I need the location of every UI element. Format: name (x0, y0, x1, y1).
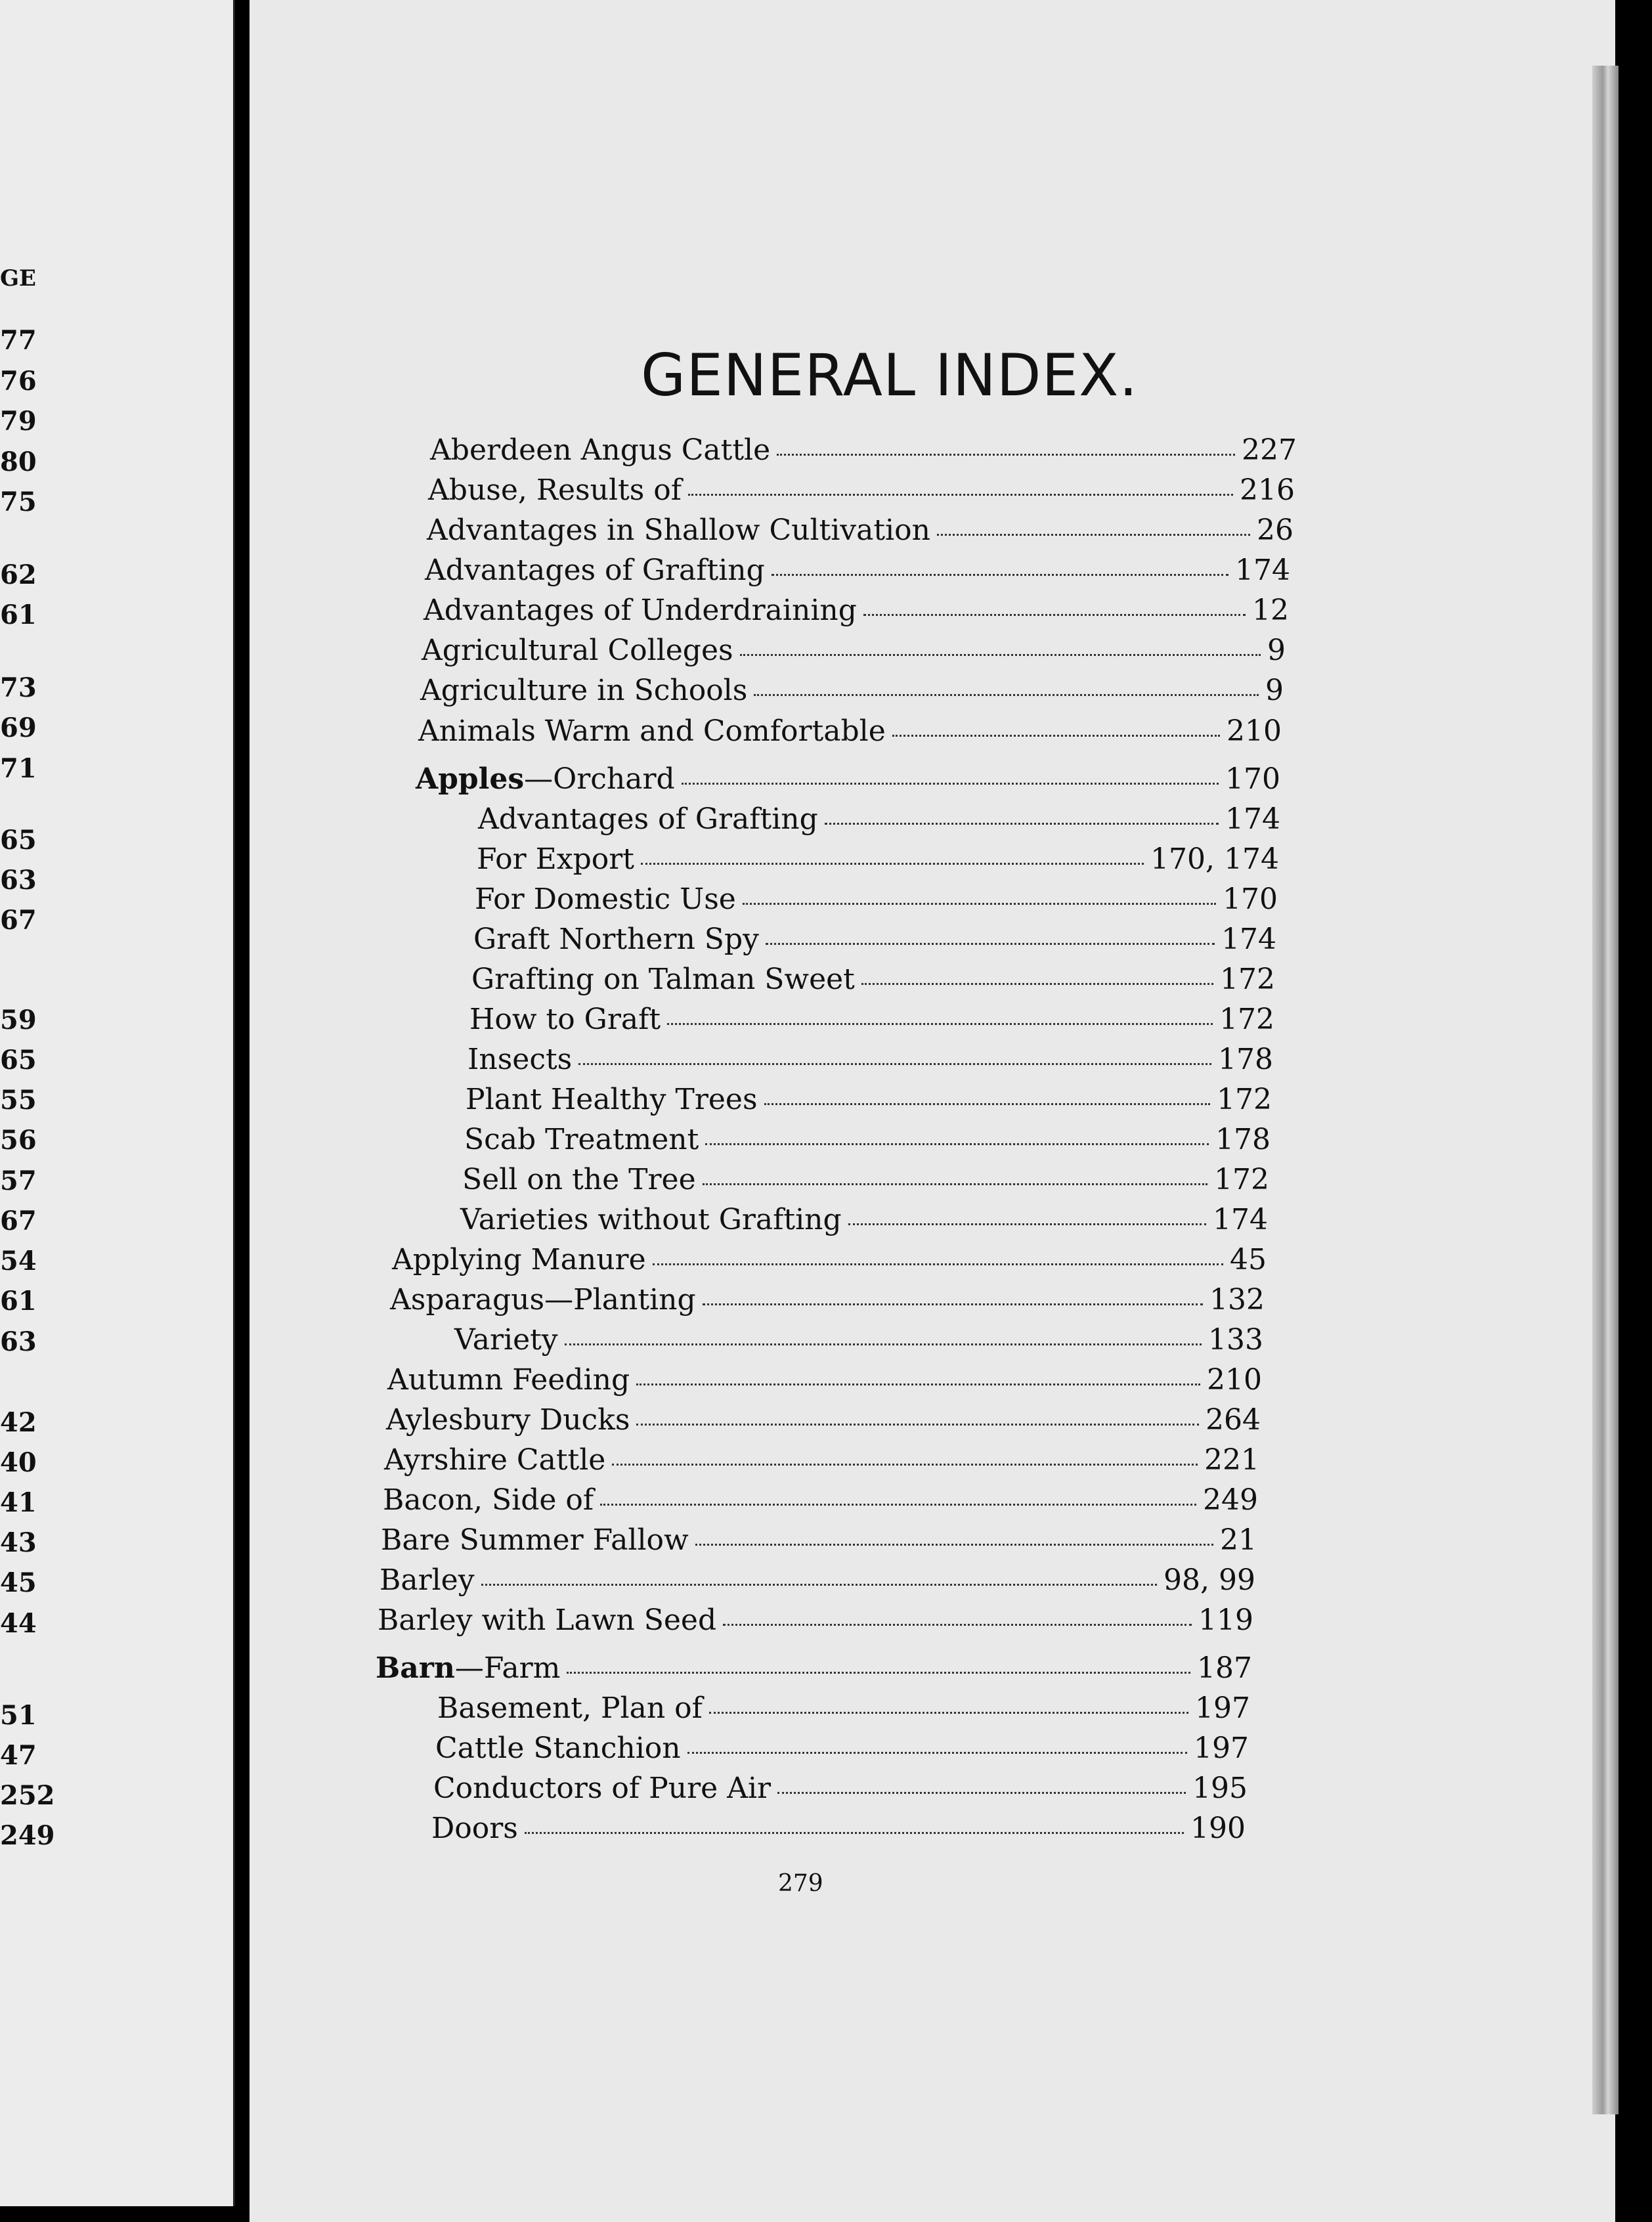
page-title: GENERAL INDEX. (641, 341, 1139, 409)
left-page-header: GE (0, 265, 36, 292)
index-entry (469, 1003, 1274, 1039)
dot-leader (772, 574, 1228, 576)
left-page-number: 249 (0, 1820, 55, 1851)
page-number: 279 (778, 1870, 823, 1897)
entry-heading: Apples (416, 762, 525, 796)
dot-leader (709, 1712, 1188, 1714)
entry-page: 98, 99 (1163, 1563, 1255, 1597)
left-page-number: 42 (0, 1407, 37, 1438)
left-page-number: 63 (0, 865, 37, 896)
index-entry (383, 1483, 1258, 1520)
entry-page: 216 (1240, 473, 1295, 507)
dot-leader (653, 1263, 1223, 1265)
entry-label: Agriculture in Schools (420, 674, 748, 707)
left-page-number: 69 (0, 712, 37, 743)
index-entry (416, 762, 1280, 799)
dot-leader (525, 1832, 1184, 1834)
index-entry (430, 433, 1297, 470)
dot-leader (481, 1584, 1157, 1586)
entry-label: Basement, Plan of (437, 1691, 703, 1725)
index-entry (478, 802, 1280, 839)
left-page-number: 43 (0, 1527, 37, 1558)
left-page-number: 71 (0, 753, 37, 784)
index-entry (381, 1523, 1257, 1560)
left-page-number: 80 (0, 447, 37, 477)
index-entry (428, 473, 1295, 510)
index-entry (424, 594, 1289, 630)
index-entry (464, 1123, 1271, 1160)
entry-label: Abuse, Results of (428, 473, 682, 507)
entry-label (416, 762, 675, 796)
entry-label: Asparagus—Planting (390, 1283, 696, 1317)
index-entry (392, 1243, 1267, 1280)
left-page-number: 61 (0, 599, 37, 630)
dot-leader (937, 534, 1250, 536)
dot-leader (600, 1504, 1196, 1506)
index-entry (427, 513, 1293, 550)
entry-page: 174 (1221, 923, 1276, 956)
entry-label: Varieties without Grafting (460, 1203, 842, 1236)
entry-label: Barley with Lawn Seed (378, 1603, 717, 1637)
left-page-number: 57 (0, 1165, 37, 1196)
dot-leader (777, 454, 1235, 456)
index-entry (473, 923, 1276, 959)
entry-label: Animals Warm and Comfortable (418, 714, 886, 748)
index-entry (386, 1403, 1261, 1440)
index-entry (462, 1163, 1269, 1200)
dot-leader (863, 614, 1246, 616)
entry-page: 187 (1197, 1651, 1252, 1685)
index-entry (454, 1323, 1263, 1360)
entry-page: 221 (1204, 1443, 1259, 1477)
entry-page: 174 (1225, 802, 1280, 836)
entry-label: Variety (454, 1323, 558, 1357)
entry-label: Advantages of Grafting (478, 802, 818, 836)
dot-leader (723, 1624, 1192, 1626)
dot-leader (892, 735, 1220, 737)
dot-leader (578, 1063, 1211, 1065)
entry-label: Plant Healthy Trees (466, 1083, 758, 1116)
left-page-number: 79 (0, 406, 37, 437)
dot-leader (861, 983, 1213, 985)
left-page-number: 62 (0, 559, 37, 590)
left-page-number: 61 (0, 1286, 37, 1317)
dot-leader (764, 1103, 1210, 1105)
entry-page: 172 (1217, 1083, 1272, 1116)
entry-page: 249 (1203, 1483, 1258, 1517)
entry-page: 178 (1218, 1043, 1273, 1076)
dot-leader (636, 1424, 1199, 1426)
entry-label: Bacon, Side of (383, 1483, 594, 1517)
dot-leader (567, 1672, 1190, 1674)
index-entry (387, 1363, 1262, 1400)
entry-page: 170, 174 (1150, 842, 1279, 876)
index-entry (390, 1283, 1265, 1320)
entry-subheading: —Farm (454, 1651, 561, 1685)
entry-label: For Domestic Use (475, 882, 736, 916)
index-entry (420, 674, 1284, 710)
entry-label (376, 1651, 560, 1685)
entry-page: 174 (1235, 554, 1290, 587)
entry-page: 174 (1213, 1203, 1268, 1236)
dot-leader (740, 654, 1261, 656)
entry-label: Advantages of Grafting (425, 554, 765, 587)
index-entry (422, 634, 1286, 670)
left-page-number: 45 (0, 1567, 37, 1598)
entry-label: Aylesbury Ducks (386, 1403, 630, 1437)
index-entry (384, 1443, 1259, 1480)
index-entry (431, 1812, 1246, 1848)
left-page-number: 47 (0, 1740, 37, 1771)
entry-page: 227 (1242, 433, 1297, 467)
entry-label: Conductors of Pure Air (433, 1772, 772, 1805)
index-entry (425, 554, 1290, 590)
dot-leader (565, 1343, 1202, 1345)
left-page-number: 55 (0, 1085, 37, 1116)
entry-page: 210 (1207, 1363, 1262, 1397)
dot-leader (848, 1223, 1206, 1225)
entry-page: 26 (1257, 513, 1293, 547)
left-page-number: 75 (0, 487, 37, 517)
left-page-number: 41 (0, 1487, 37, 1518)
index-entry (467, 1043, 1273, 1079)
entry-page: 210 (1227, 714, 1282, 748)
left-page-number: 65 (0, 825, 37, 856)
dot-leader (766, 943, 1215, 945)
dot-leader (612, 1464, 1198, 1466)
entry-label: Advantages in Shallow Cultivation (427, 513, 930, 547)
index-entry (475, 882, 1278, 919)
dot-leader (703, 1183, 1207, 1185)
index-entry (471, 963, 1275, 999)
left-page-number: 54 (0, 1246, 37, 1276)
left-page-number: 252 (0, 1780, 55, 1811)
dot-leader (687, 1752, 1187, 1754)
index-entry (376, 1651, 1252, 1688)
entry-page: 12 (1252, 594, 1289, 627)
entry-label: Autumn Feeding (387, 1363, 630, 1397)
entry-label: Doors (431, 1812, 518, 1845)
index-entry (433, 1772, 1248, 1808)
dot-leader (682, 783, 1219, 785)
entry-page: 195 (1192, 1772, 1248, 1805)
entry-label: Grafting on Talman Sweet (471, 963, 855, 996)
left-page-number: 44 (0, 1608, 37, 1639)
left-page-number: 63 (0, 1326, 37, 1357)
entry-page: 197 (1194, 1732, 1249, 1765)
entry-page: 190 (1190, 1812, 1246, 1845)
entry-label: Cattle Stanchion (435, 1732, 681, 1765)
dot-leader (695, 1544, 1213, 1546)
index-entry (466, 1083, 1272, 1120)
left-page-number: 51 (0, 1700, 37, 1731)
page-edge (1592, 66, 1619, 2114)
dot-leader (754, 694, 1259, 696)
entry-label: Advantages of Underdraining (424, 594, 857, 627)
entry-page: 264 (1206, 1403, 1261, 1437)
entry-label: Insects (467, 1043, 573, 1076)
index-entry (378, 1603, 1253, 1640)
entry-page: 9 (1267, 634, 1286, 667)
entry-page: 45 (1230, 1243, 1267, 1276)
entry-page: 197 (1195, 1691, 1250, 1725)
entry-label: Sell on the Tree (462, 1163, 696, 1196)
left-page (0, 0, 235, 2206)
left-page-number: 67 (0, 905, 37, 936)
entry-heading: Barn (376, 1651, 455, 1685)
left-page-number: 65 (0, 1045, 37, 1076)
index-entry (437, 1691, 1250, 1728)
index-entry (460, 1203, 1268, 1240)
entry-page: 132 (1209, 1283, 1265, 1317)
left-page-number: 40 (0, 1447, 37, 1478)
entry-page: 170 (1223, 882, 1278, 916)
dot-leader (641, 863, 1144, 865)
dot-leader (825, 823, 1219, 825)
entry-page: 9 (1265, 674, 1284, 707)
dot-leader (777, 1792, 1186, 1794)
index-entry (477, 842, 1279, 879)
dot-leader (743, 903, 1216, 905)
left-page-number: 67 (0, 1206, 37, 1236)
entry-label: How to Graft (469, 1003, 661, 1036)
dot-leader (667, 1023, 1213, 1025)
left-page-number: 56 (0, 1125, 37, 1156)
entry-label: Ayrshire Cattle (384, 1443, 606, 1477)
entry-page: 21 (1220, 1523, 1257, 1557)
dot-leader (705, 1143, 1209, 1145)
entry-page: 178 (1215, 1123, 1271, 1156)
entry-page: 119 (1198, 1603, 1253, 1637)
entry-label: Aberdeen Angus Cattle (430, 433, 771, 467)
entry-subheading: —Orchard (524, 762, 675, 796)
left-page-number: 73 (0, 672, 37, 703)
entry-page: 172 (1214, 1163, 1269, 1196)
entry-label: Barley (380, 1563, 475, 1597)
index-entry (435, 1732, 1249, 1768)
entry-page: 133 (1208, 1323, 1263, 1357)
entry-page: 172 (1219, 1003, 1274, 1036)
dot-leader (703, 1303, 1203, 1305)
left-page-number: 59 (0, 1005, 37, 1035)
entry-label: Applying Manure (392, 1243, 646, 1276)
dot-leader (688, 494, 1233, 496)
entry-page: 170 (1225, 762, 1280, 796)
entry-label: Graft Northern Spy (473, 923, 759, 956)
index-entry (418, 714, 1282, 751)
left-page-number: 76 (0, 366, 37, 397)
entry-label: For Export (477, 842, 634, 876)
index-entry (380, 1563, 1255, 1600)
entry-label: Agricultural Colleges (422, 634, 733, 667)
dot-leader (636, 1383, 1200, 1385)
left-page-number: 77 (0, 325, 37, 356)
entry-label: Scab Treatment (464, 1123, 699, 1156)
entry-page: 172 (1220, 963, 1275, 996)
entry-label: Bare Summer Fallow (381, 1523, 689, 1557)
